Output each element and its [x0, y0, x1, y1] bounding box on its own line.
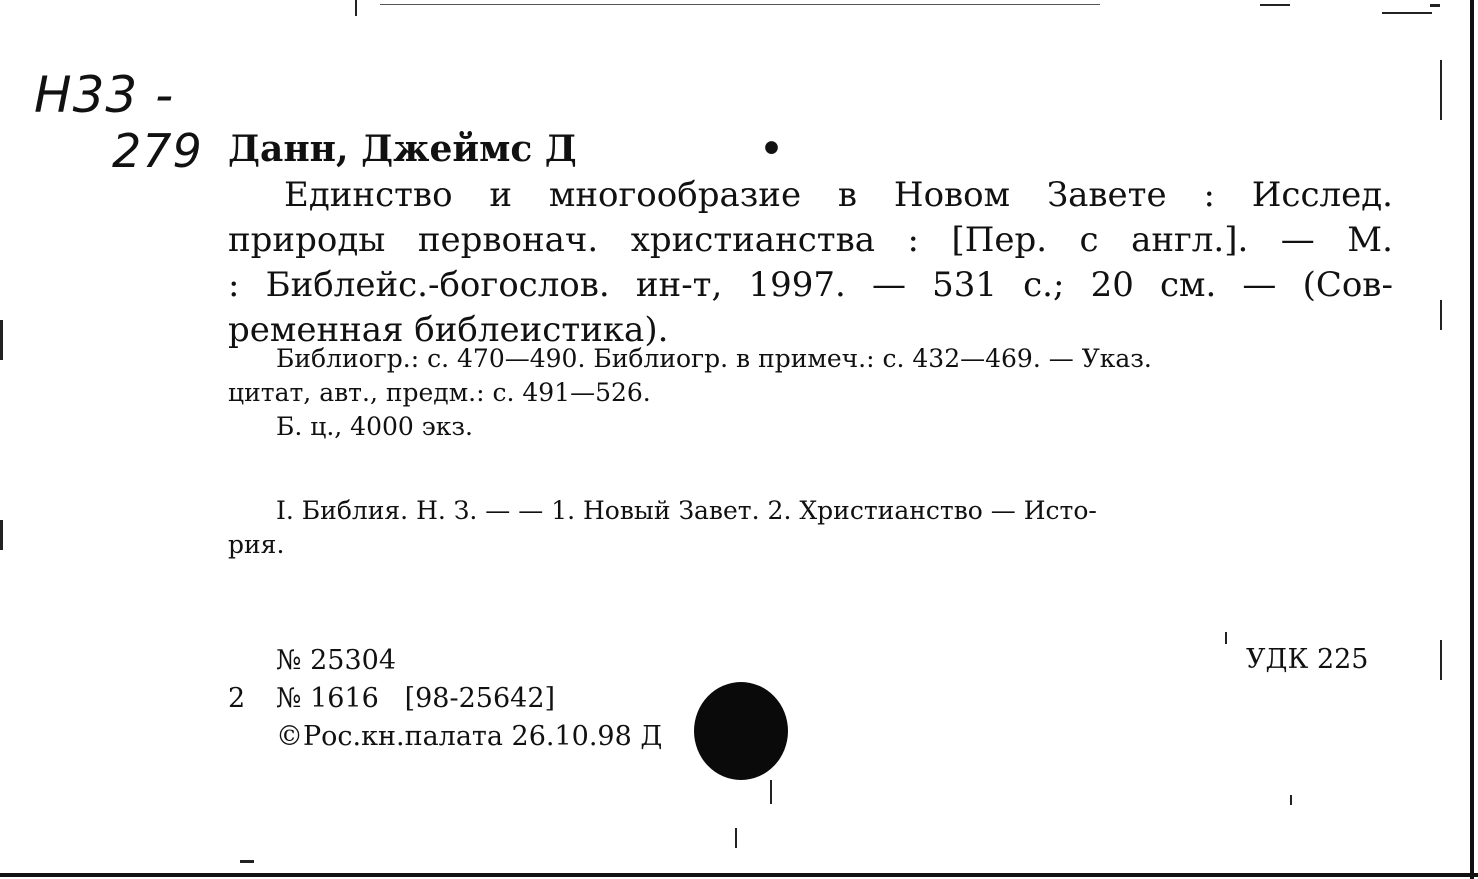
title-word: — [1242, 265, 1277, 305]
scan-speck [355, 0, 357, 16]
right-edge-line [1470, 0, 1474, 879]
record-number: № 25304 [276, 645, 397, 676]
title-word: Завете [1046, 175, 1167, 215]
title-word: : [228, 265, 240, 305]
note-word: Указ. [1081, 344, 1152, 373]
title-word: с.; [1023, 265, 1065, 305]
subject-headings [228, 494, 1390, 562]
note-word: Библиогр. [593, 344, 729, 373]
scan-speck [1430, 4, 1440, 7]
subject-word: 2. [767, 496, 792, 525]
note-line [228, 376, 1390, 410]
note-line [228, 410, 1390, 444]
scan-speck [0, 520, 3, 550]
scan-speck [1225, 632, 1227, 644]
title-word: 20 [1090, 265, 1134, 305]
title-word: природы [228, 220, 386, 260]
title-word: (Сов- [1302, 265, 1393, 305]
title-word: 531 [932, 265, 997, 305]
title-word: 1997. [748, 265, 846, 305]
subject-word: — [990, 496, 1016, 525]
title-word: многообразие [548, 175, 802, 215]
subject-word: 1. [551, 496, 576, 525]
scan-speck [1440, 640, 1442, 680]
book-chamber-text: ©Рос.кн.палата 26.10.98 Д [276, 721, 663, 752]
subject-word: Новый [583, 496, 671, 525]
copy-number: № 1616 [98-25642] [276, 683, 556, 714]
title-block [228, 173, 1393, 353]
copy-prefix: 2 [228, 683, 246, 714]
title-word: Исслед. [1251, 175, 1393, 215]
scan-speck [240, 860, 254, 863]
udk-code: УДК 225 [1246, 644, 1369, 675]
title-line [228, 218, 1393, 263]
top-edge-line [380, 4, 1100, 5]
title-word: в [837, 175, 858, 215]
bottom-edge-line [0, 873, 1478, 877]
record-number-line [228, 642, 662, 680]
subject-word: Христианство [799, 496, 983, 525]
subject-line [228, 528, 1390, 562]
title-word: Библейс.-богослов. [265, 265, 610, 305]
note-word: в [736, 344, 751, 373]
subject-word: — [518, 496, 544, 525]
author-heading: Данн, Джеймс Д [228, 128, 577, 170]
note-word: 432—469. [912, 344, 1041, 373]
subject-word: Н. [416, 496, 446, 525]
subject-word: Исто- [1023, 496, 1097, 525]
note-word: Библиогр.: [276, 344, 420, 373]
scan-speck [0, 320, 3, 360]
note-text: Б. ц., 4000 экз. [276, 412, 473, 441]
title-word: ин-т, [635, 265, 723, 305]
author-dot: • [760, 128, 784, 170]
scan-speck [1382, 12, 1432, 14]
title-word: англ.]. [1131, 220, 1249, 260]
title-word: [Пер. [951, 220, 1048, 260]
scan-speck [1260, 4, 1290, 6]
note-line [228, 342, 1390, 376]
handwritten-call-number-line2: 279 [112, 124, 203, 178]
scan-speck [1440, 300, 1442, 330]
title-word: : [907, 220, 919, 260]
record-block [228, 642, 662, 756]
subject-word: Завет. [678, 496, 760, 525]
copy-line [228, 680, 662, 718]
note-word: — [1048, 344, 1074, 373]
title-word: ременная библеистика). [228, 310, 669, 350]
title-word: Новом [893, 175, 1011, 215]
scan-speck [1440, 60, 1442, 120]
note-word: с. [882, 344, 905, 373]
scan-speck [1290, 795, 1292, 805]
title-line [228, 173, 1393, 218]
title-word: христианства [630, 220, 875, 260]
title-word: — [1280, 220, 1315, 260]
note-word: 470—490. [457, 344, 586, 373]
subject-word: — [485, 496, 511, 525]
title-word: см. [1159, 265, 1217, 305]
book-chamber-line [228, 718, 662, 756]
handwritten-call-number-line1: Н33 - [34, 66, 175, 124]
scan-speck [770, 780, 772, 804]
note-word: примеч.: [758, 344, 875, 373]
title-word: : [1203, 175, 1215, 215]
title-line [228, 263, 1393, 308]
title-word: с [1079, 220, 1099, 260]
title-word: и [489, 175, 513, 215]
subject-word: Библия. [301, 496, 409, 525]
notes-block [228, 342, 1390, 444]
subject-word: З. [453, 496, 478, 525]
subject-text: рия. [228, 530, 285, 559]
title-word: — [871, 265, 906, 305]
subject-line [228, 494, 1390, 528]
note-text: цитат, авт., предм.: с. 491—526. [228, 378, 651, 407]
note-word: с. [427, 344, 450, 373]
title-word: Единство [284, 175, 453, 215]
title-word: М. [1347, 220, 1393, 260]
scan-speck [735, 828, 737, 848]
title-word: первонач. [417, 220, 599, 260]
punch-hole [694, 682, 788, 780]
subject-word: I. [276, 496, 294, 525]
